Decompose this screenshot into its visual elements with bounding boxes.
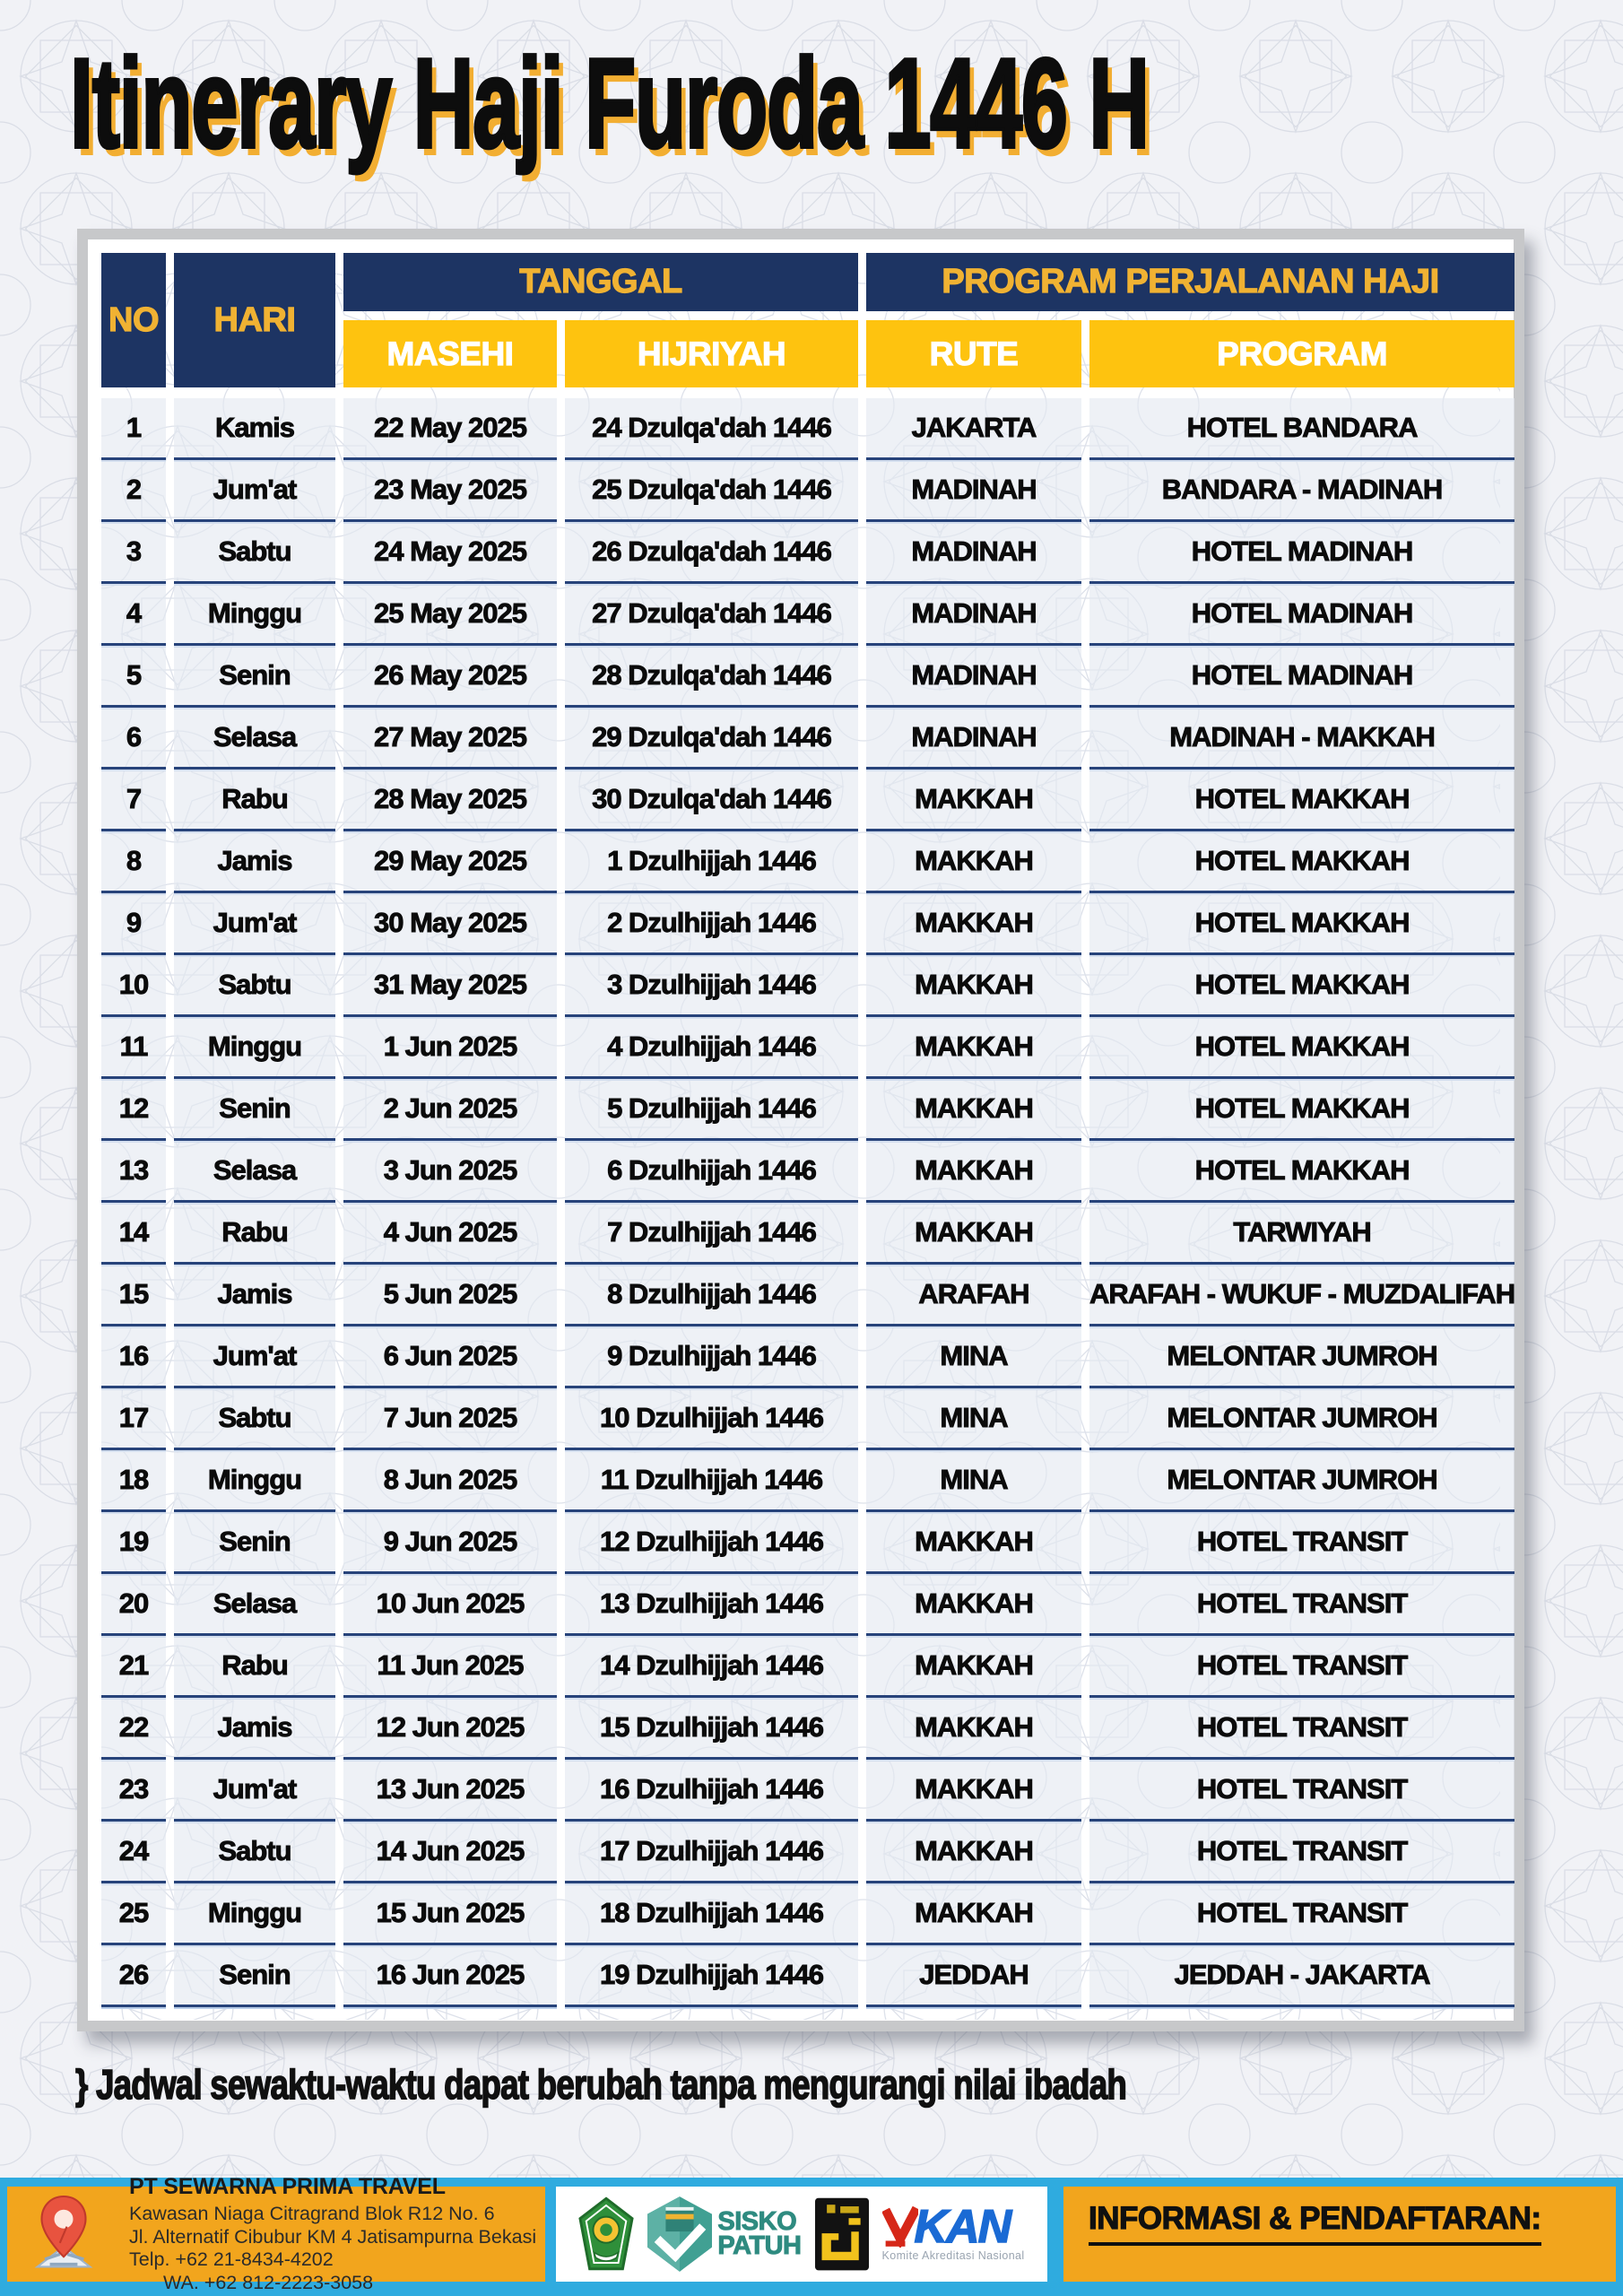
cell-hari: Senin	[174, 1945, 335, 2007]
header-program: PROGRAM	[1089, 320, 1515, 387]
cell-masehi: 28 May 2025	[343, 770, 557, 831]
company-address-2: Jl. Alternatif Cibubur KM 4 Jatisampurna Bekasi	[129, 2225, 537, 2248]
cell-no: 25	[101, 1883, 166, 1945]
cell-no: 20	[101, 1574, 166, 1636]
cell-no: 15	[101, 1265, 166, 1326]
cell-masehi: 8 Jun 2025	[343, 1450, 557, 1512]
itinerary-table	[101, 253, 1515, 2007]
cell-hijriyah: 15 Dzulhijjah 1446	[565, 1698, 858, 1760]
cell-hari: Senin	[174, 1512, 335, 1574]
cell-no: 23	[101, 1760, 166, 1822]
cell-rute: MAKKAH	[866, 893, 1081, 955]
cell-hijriyah: 6 Dzulhijjah 1446	[565, 1141, 858, 1203]
siskopatuh-text-line2: PATUH	[717, 2231, 802, 2260]
cell-no: 5	[101, 646, 166, 708]
cell-rute: MAKKAH	[866, 831, 1081, 893]
cell-hari: Jum'at	[174, 460, 335, 522]
cell-hari: Minggu	[174, 1883, 335, 1945]
cell-masehi: 14 Jun 2025	[343, 1822, 557, 1883]
kan-caption: Komite Akreditasi Nasional	[881, 2249, 1025, 2263]
cell-rute: MADINAH	[866, 646, 1081, 708]
cell-masehi: 25 May 2025	[343, 584, 557, 646]
cell-masehi: 3 Jun 2025	[343, 1141, 557, 1203]
cell-no: 8	[101, 831, 166, 893]
header-hari: HARI	[174, 253, 335, 387]
cell-masehi: 4 Jun 2025	[343, 1203, 557, 1265]
cell-rute: MINA	[866, 1450, 1081, 1512]
cell-no: 2	[101, 460, 166, 522]
cell-hari: Senin	[174, 1079, 335, 1141]
cell-masehi: 22 May 2025	[343, 398, 557, 460]
cell-hijriyah: 25 Dzulqa'dah 1446	[565, 460, 858, 522]
cell-hari: Sabtu	[174, 1388, 335, 1450]
company-whatsapp: WA. +62 812-2223-3058	[163, 2271, 374, 2293]
cell-hijriyah: 10 Dzulhijjah 1446	[565, 1388, 858, 1450]
cell-rute: MADINAH	[866, 708, 1081, 770]
cell-rute: JAKARTA	[866, 398, 1081, 460]
cell-rute: JEDDAH	[866, 1945, 1081, 2007]
cell-hari: Rabu	[174, 1636, 335, 1698]
cell-rute: MADINAH	[866, 584, 1081, 646]
cell-hijriyah: 29 Dzulqa'dah 1446	[565, 708, 858, 770]
cell-rute: MAKKAH	[866, 1883, 1081, 1945]
cell-hijriyah: 12 Dzulhijjah 1446	[565, 1512, 858, 1574]
cell-program: HOTEL MAKKAH	[1089, 955, 1515, 1017]
cell-no: 10	[101, 955, 166, 1017]
cell-hijriyah: 1 Dzulhijjah 1446	[565, 831, 858, 893]
cell-hijriyah: 11 Dzulhijjah 1446	[565, 1450, 858, 1512]
cell-program: MELONTAR JUMROH	[1089, 1326, 1515, 1388]
cell-hijriyah: 28 Dzulqa'dah 1446	[565, 646, 858, 708]
cell-masehi: 16 Jun 2025	[343, 1945, 557, 2007]
cell-hari: Jamis	[174, 831, 335, 893]
cell-program: HOTEL MAKKAH	[1089, 893, 1515, 955]
cell-masehi: 29 May 2025	[343, 831, 557, 893]
registration-info-label: INFORMASI & PENDAFTARAN:	[1089, 2201, 1541, 2246]
cell-program: ARAFAH - WUKUF - MUZDALIFAH	[1089, 1265, 1515, 1326]
cell-hari: Jamis	[174, 1698, 335, 1760]
cell-no: 19	[101, 1512, 166, 1574]
cell-program: MELONTAR JUMROH	[1089, 1388, 1515, 1450]
cell-rute: MAKKAH	[866, 1203, 1081, 1265]
cell-masehi: 27 May 2025	[343, 708, 557, 770]
cell-no: 3	[101, 522, 166, 584]
cell-hijriyah: 18 Dzulhijjah 1446	[565, 1883, 858, 1945]
cell-masehi: 12 Jun 2025	[343, 1698, 557, 1760]
cell-rute: MINA	[866, 1388, 1081, 1450]
cell-masehi: 2 Jun 2025	[343, 1079, 557, 1141]
page-title: Itinerary Haji Furoda 1446 H	[70, 32, 1149, 175]
cell-hari: Rabu	[174, 1203, 335, 1265]
cell-rute: MAKKAH	[866, 1141, 1081, 1203]
cell-masehi: 7 Jun 2025	[343, 1388, 557, 1450]
cell-hari: Jum'at	[174, 1326, 335, 1388]
cell-hijriyah: 14 Dzulhijjah 1446	[565, 1636, 858, 1698]
cell-hari: Rabu	[174, 770, 335, 831]
cell-masehi: 6 Jun 2025	[343, 1326, 557, 1388]
cell-hari: Jamis	[174, 1265, 335, 1326]
cell-masehi: 5 Jun 2025	[343, 1265, 557, 1326]
cell-program: BANDARA - MADINAH	[1089, 460, 1515, 522]
cell-hari: Jum'at	[174, 1760, 335, 1822]
cell-hari: Jum'at	[174, 893, 335, 955]
cell-hijriyah: 17 Dzulhijjah 1446	[565, 1822, 858, 1883]
cell-hari: Selasa	[174, 1141, 335, 1203]
cell-hari: Sabtu	[174, 522, 335, 584]
cell-hijriyah: 30 Dzulqa'dah 1446	[565, 770, 858, 831]
cell-masehi: 1 Jun 2025	[343, 1017, 557, 1079]
cell-program: MELONTAR JUMROH	[1089, 1450, 1515, 1512]
cell-masehi: 11 Jun 2025	[343, 1636, 557, 1698]
cell-program: HOTEL MADINAH	[1089, 584, 1515, 646]
cell-hijriyah: 4 Dzulhijjah 1446	[565, 1017, 858, 1079]
cell-hari: Senin	[174, 646, 335, 708]
cell-hijriyah: 19 Dzulhijjah 1446	[565, 1945, 858, 2007]
header-no: NO	[101, 253, 166, 387]
cell-no: 26	[101, 1945, 166, 2007]
cell-no: 24	[101, 1822, 166, 1883]
cell-no: 9	[101, 893, 166, 955]
cell-no: 14	[101, 1203, 166, 1265]
cell-hari: Kamis	[174, 398, 335, 460]
cell-program: HOTEL TRANSIT	[1089, 1574, 1515, 1636]
cell-program: HOTEL MAKKAH	[1089, 1017, 1515, 1079]
cell-no: 11	[101, 1017, 166, 1079]
siskopatuh-shield-icon	[647, 2196, 712, 2272]
siskopatuh-text-line1: SISKO	[717, 2207, 797, 2237]
company-name: PT SEWARNA PRIMA TRAVEL	[129, 2174, 446, 2199]
company-phone: Telp. +62 21-8434-4202	[129, 2248, 334, 2270]
cell-hari: Minggu	[174, 1017, 335, 1079]
cell-no: 13	[101, 1141, 166, 1203]
cell-rute: MAKKAH	[866, 1636, 1081, 1698]
logos-box	[556, 2187, 1047, 2282]
cell-masehi: 13 Jun 2025	[343, 1760, 557, 1822]
cell-program: HOTEL MADINAH	[1089, 646, 1515, 708]
cell-program: HOTEL BANDARA	[1089, 398, 1515, 460]
cell-hijriyah: 26 Dzulqa'dah 1446	[565, 522, 858, 584]
cell-rute: MADINAH	[866, 522, 1081, 584]
cell-program: HOTEL TRANSIT	[1089, 1636, 1515, 1698]
cell-masehi: 15 Jun 2025	[343, 1883, 557, 1945]
cell-rute: MAKKAH	[866, 1760, 1081, 1822]
header-hijriyah: HIJRIYAH	[565, 320, 858, 387]
cell-program: HOTEL MADINAH	[1089, 522, 1515, 584]
cell-program: HOTEL TRANSIT	[1089, 1822, 1515, 1883]
cell-hari: Sabtu	[174, 1822, 335, 1883]
cell-no: 22	[101, 1698, 166, 1760]
cell-hijriyah: 13 Dzulhijjah 1446	[565, 1574, 858, 1636]
cell-hari: Selasa	[174, 1574, 335, 1636]
cell-program: HOTEL MAKKAH	[1089, 1079, 1515, 1141]
cell-rute: ARAFAH	[866, 1265, 1081, 1326]
cell-program: HOTEL MAKKAH	[1089, 1141, 1515, 1203]
cell-masehi: 31 May 2025	[343, 955, 557, 1017]
registration-info-box	[1063, 2187, 1616, 2282]
kemenag-logo	[578, 2196, 634, 2272]
cell-rute: MAKKAH	[866, 955, 1081, 1017]
calligraphy-logo	[815, 2197, 869, 2271]
cell-hijriyah: 16 Dzulhijjah 1446	[565, 1760, 858, 1822]
cell-no: 12	[101, 1079, 166, 1141]
company-info-box	[7, 2174, 545, 2293]
cell-no: 4	[101, 584, 166, 646]
cell-program: HOTEL TRANSIT	[1089, 1760, 1515, 1822]
cell-masehi: 26 May 2025	[343, 646, 557, 708]
cell-program: HOTEL TRANSIT	[1089, 1698, 1515, 1760]
cell-hari: Minggu	[174, 584, 335, 646]
siskopatuh-logo	[647, 2196, 801, 2272]
cell-no: 18	[101, 1450, 166, 1512]
company-address-1: Kawasan Niaga Citragrand Blok R12 No. 6	[129, 2203, 495, 2224]
cell-program: HOTEL MAKKAH	[1089, 770, 1515, 831]
cell-program: MADINAH - MAKKAH	[1089, 708, 1515, 770]
itinerary-table-frame	[77, 229, 1524, 2031]
cell-masehi: 30 May 2025	[343, 893, 557, 955]
cell-hijriyah: 9 Dzulhijjah 1446	[565, 1326, 858, 1388]
cell-masehi: 9 Jun 2025	[343, 1512, 557, 1574]
schedule-note: } Jadwal sewaktu-waktu dapat berubah tanpa mengurangi nilai ibadah	[75, 2061, 1127, 2108]
cell-hari: Sabtu	[174, 955, 335, 1017]
cell-no: 1	[101, 398, 166, 460]
footer-bar	[0, 2174, 1623, 2296]
cell-hijriyah: 3 Dzulhijjah 1446	[565, 955, 858, 1017]
cell-program: TARWIYAH	[1089, 1203, 1515, 1265]
cell-no: 6	[101, 708, 166, 770]
cell-masehi: 10 Jun 2025	[343, 1574, 557, 1636]
cell-rute: MAKKAH	[866, 770, 1081, 831]
cell-no: 21	[101, 1636, 166, 1698]
location-pin-icon	[32, 2191, 95, 2277]
cell-program: HOTEL TRANSIT	[1089, 1512, 1515, 1574]
cell-rute: MAKKAH	[866, 1017, 1081, 1079]
kan-logo	[881, 2200, 1025, 2263]
cell-hari: Selasa	[174, 708, 335, 770]
cell-hijriyah: 8 Dzulhijjah 1446	[565, 1265, 858, 1326]
cell-no: 16	[101, 1326, 166, 1388]
cell-rute: MADINAH	[866, 460, 1081, 522]
cell-masehi: 24 May 2025	[343, 522, 557, 584]
cell-no: 17	[101, 1388, 166, 1450]
header-program-perjalanan-haji: PROGRAM PERJALANAN HAJI	[866, 253, 1515, 311]
cell-rute: MINA	[866, 1326, 1081, 1388]
kan-text: KAN	[914, 2200, 1011, 2253]
cell-hari: Minggu	[174, 1450, 335, 1512]
cell-hijriyah: 5 Dzulhijjah 1446	[565, 1079, 858, 1141]
cell-masehi: 23 May 2025	[343, 460, 557, 522]
cell-rute: MAKKAH	[866, 1574, 1081, 1636]
header-masehi: MASEHI	[343, 320, 557, 387]
cell-rute: MAKKAH	[866, 1512, 1081, 1574]
cell-rute: MAKKAH	[866, 1822, 1081, 1883]
cell-hijriyah: 24 Dzulqa'dah 1446	[565, 398, 858, 460]
cell-hijriyah: 2 Dzulhijjah 1446	[565, 893, 858, 955]
cell-hijriyah: 7 Dzulhijjah 1446	[565, 1203, 858, 1265]
header-rute: RUTE	[866, 320, 1081, 387]
cell-program: HOTEL MAKKAH	[1089, 831, 1515, 893]
header-tanggal: TANGGAL	[343, 253, 858, 311]
cell-rute: MAKKAH	[866, 1698, 1081, 1760]
cell-rute: MAKKAH	[866, 1079, 1081, 1141]
cell-hijriyah: 27 Dzulqa'dah 1446	[565, 584, 858, 646]
kan-check-icon	[882, 2206, 918, 2248]
cell-program: HOTEL TRANSIT	[1089, 1883, 1515, 1945]
cell-no: 7	[101, 770, 166, 831]
cell-program: JEDDAH - JAKARTA	[1089, 1945, 1515, 2007]
